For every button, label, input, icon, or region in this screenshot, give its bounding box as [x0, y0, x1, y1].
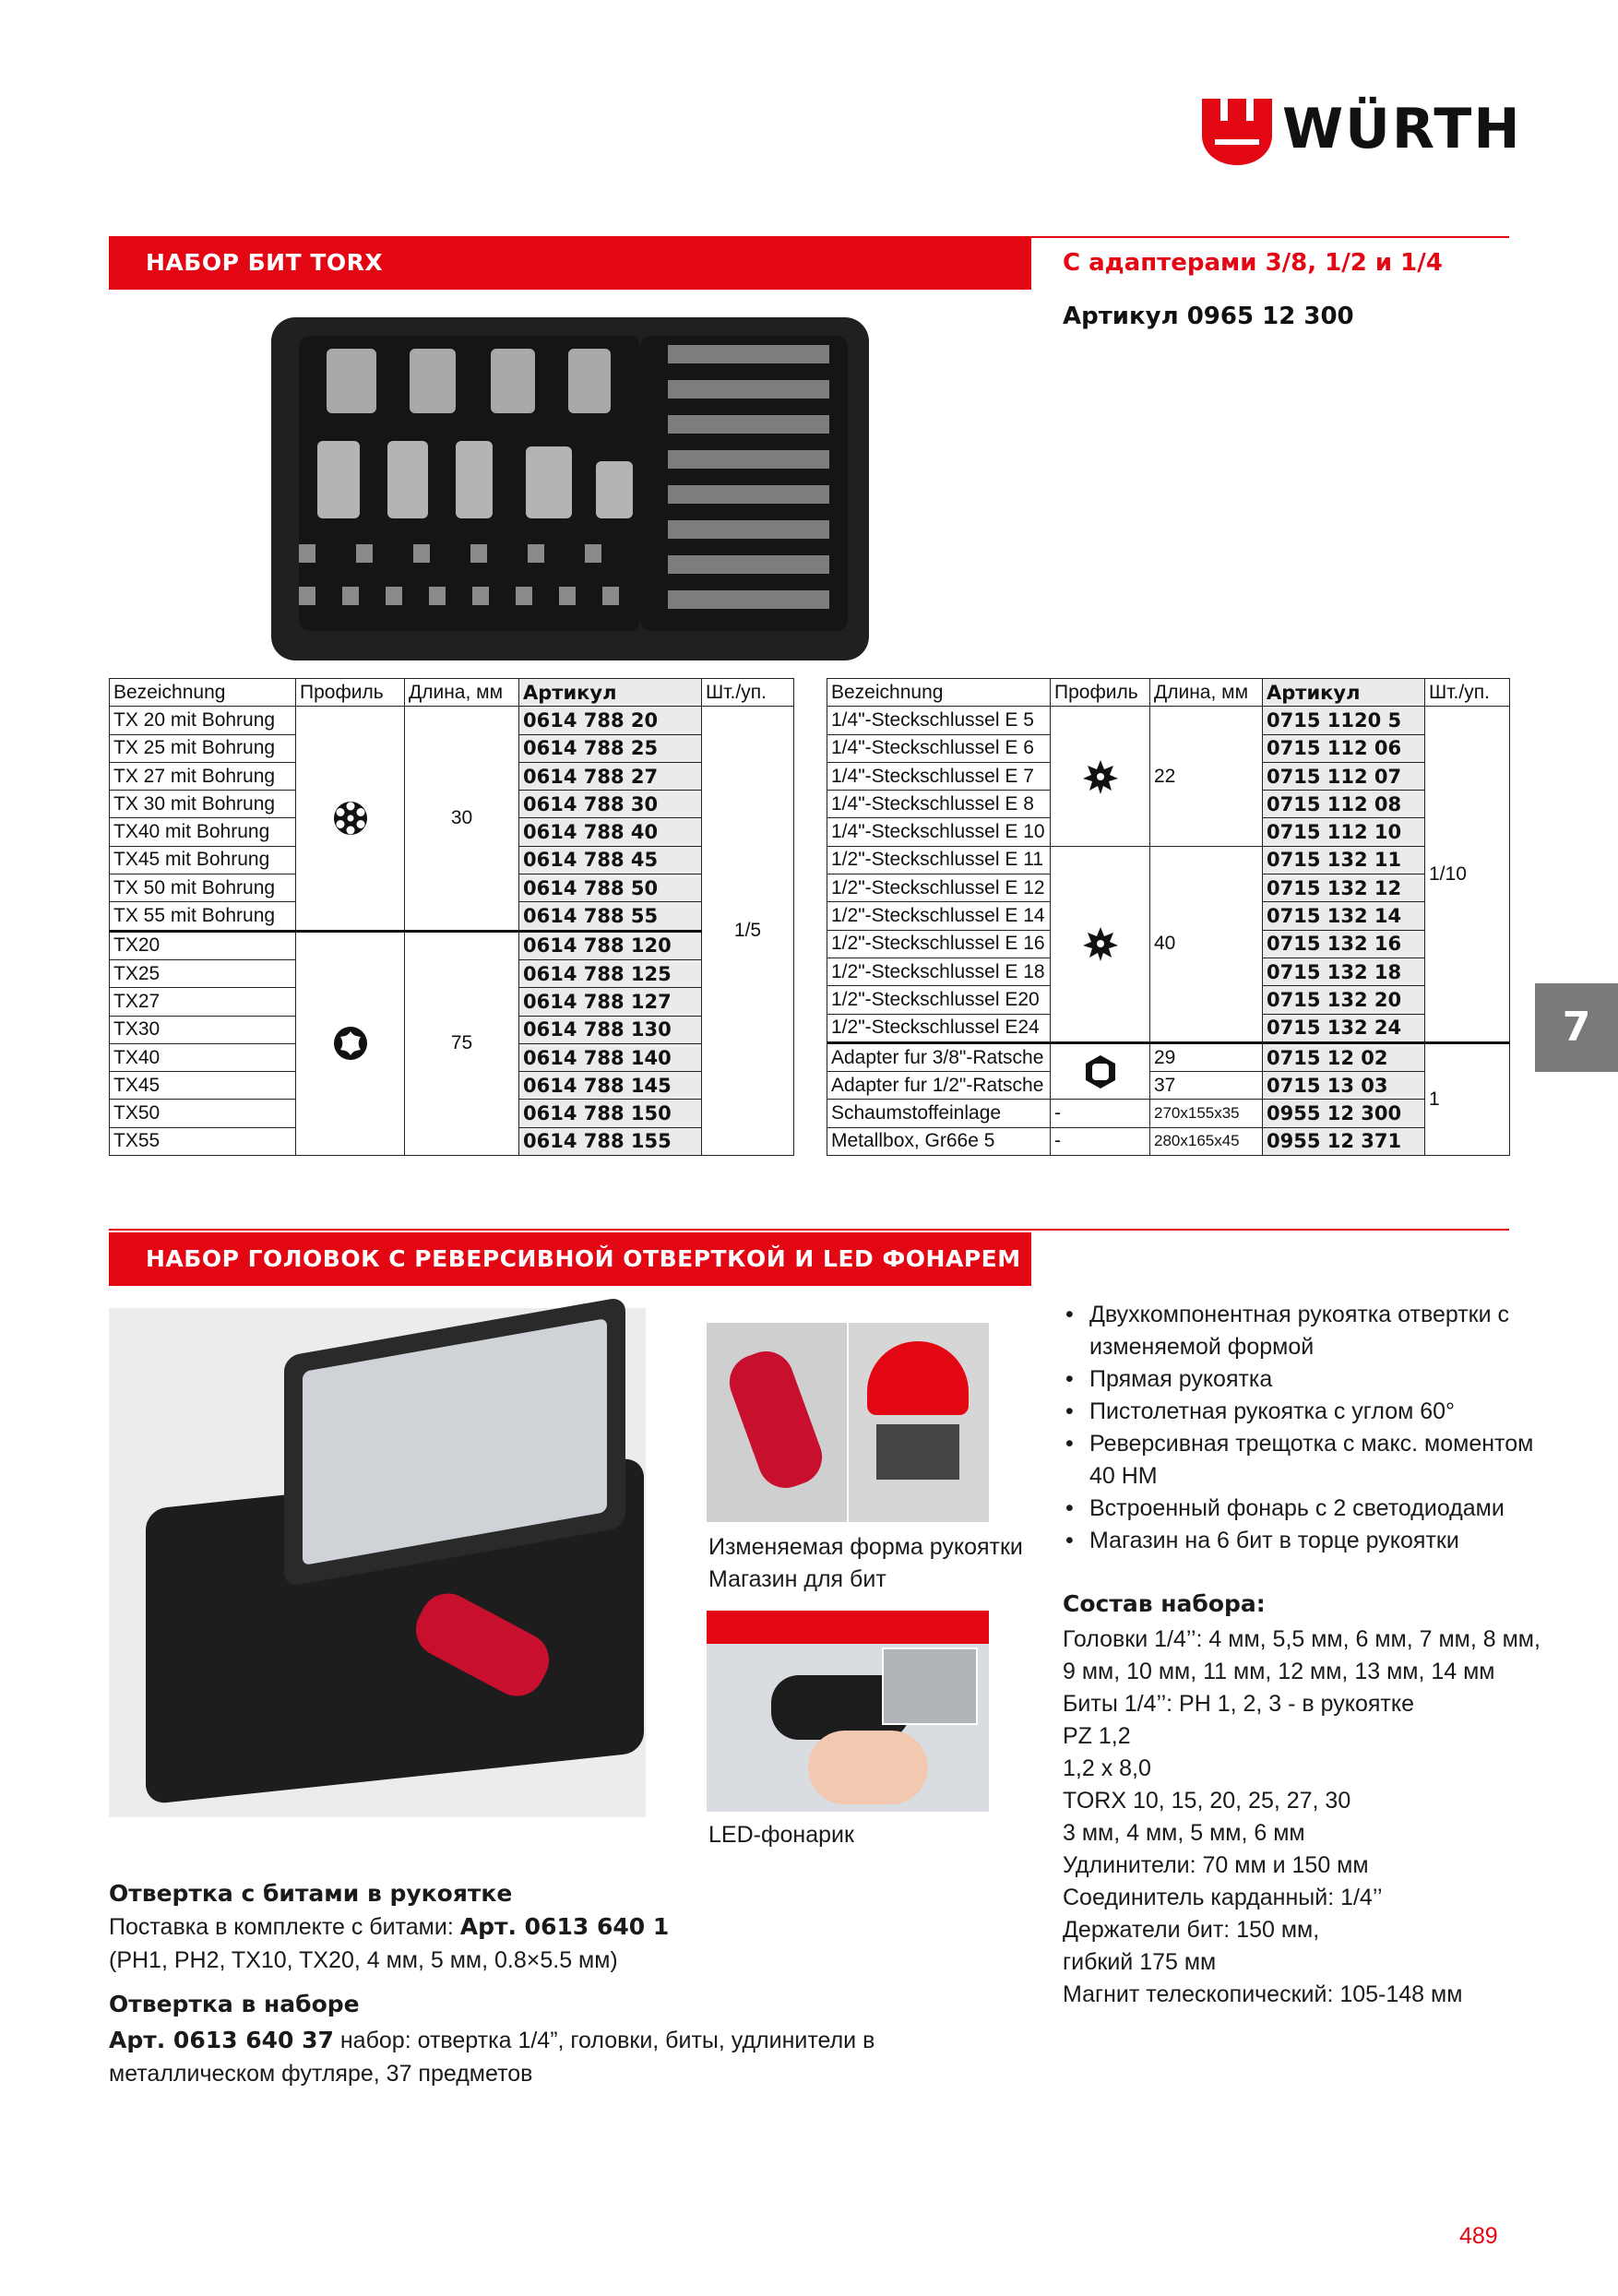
pack-quantity: 1/10 [1425, 707, 1510, 1043]
col-header-profile: Профиль [296, 679, 405, 707]
row-name: 1/2"-Steckschlussel E 18 [827, 958, 1051, 985]
list-item: 1,2 х 8,0 [1063, 1755, 1151, 1781]
list-item: • Двухкомпонентная рукоятка отвертки с изменяемой формой [1065, 1299, 1545, 1363]
caption-handle-shape: Изменяемая форма рукоятки [708, 1534, 1023, 1560]
row-article: 0614 788 130 [519, 1016, 702, 1043]
composition-title: Состав набора: [1063, 1590, 1266, 1617]
row-article: 0715 132 24 [1263, 1014, 1425, 1042]
row-name: TX50 [110, 1100, 296, 1127]
list-item: 3 мм, 4 мм, 5 мм, 6 мм [1063, 1820, 1305, 1846]
row-name: 1/2"-Steckschlussel E 11 [827, 846, 1051, 874]
led-flashlight-photo [707, 1611, 989, 1812]
row-name: 1/2"-Steckschlussel E20 [827, 986, 1051, 1014]
col-header-profile: Профиль [1051, 679, 1150, 707]
list-item: • Прямая рукоятка [1065, 1363, 1545, 1396]
brand-name: WÜRTH [1282, 97, 1522, 161]
list-item: • Реверсивная трещотка с макс. моментом 40 НМ [1065, 1428, 1545, 1493]
section1-article: Артикул 0965 12 300 [1063, 303, 1354, 330]
set-title: Отвертка в наборе [109, 1991, 360, 2017]
row-name: TX45 mit Bohrung [110, 846, 296, 874]
section1-title: НАБОР БИТ TORX [109, 236, 1031, 290]
row-name: 1/2"-Steckschlussel E 16 [827, 930, 1051, 958]
table-row [827, 1072, 1510, 1100]
row-name: Schaumstoffeinlage [827, 1100, 1051, 1127]
row-article: 0614 788 125 [519, 959, 702, 987]
col-header-article: Артикул [519, 679, 702, 707]
col-header-length: Длина, мм [1150, 679, 1263, 707]
section1-subtitle: С адаптерами 3/8, 1/2 и 1/4 [1063, 249, 1443, 277]
list-item: Соединитель карданный: 1/4’’ [1063, 1885, 1383, 1910]
caption-bit-magazine: Магазин для бит [708, 1566, 886, 1592]
row-length: 280x165x45 [1150, 1127, 1263, 1155]
col-header-name: Bezeichnung [827, 679, 1051, 707]
row-name: 1/2"-Steckschlussel E 14 [827, 902, 1051, 930]
e-torx-profile-icon [1051, 707, 1150, 846]
sockets-table [827, 678, 1510, 1156]
row-name: 1/2"-Steckschlussel E 12 [827, 874, 1051, 902]
screwdriver-title: Отвертка с битами в рукоятке [109, 1880, 513, 1907]
row-name: Metallbox, Gr66e 5 [827, 1127, 1051, 1155]
list-item: гибкий 175 мм [1063, 1949, 1217, 1975]
set-article: Арт. 0613 640 37 [109, 2027, 334, 2053]
group1-length: 30 [405, 707, 519, 931]
bit-magazine-photo [849, 1323, 989, 1522]
screwdriver-article: Арт. 0613 640 1 [459, 1913, 670, 1940]
row-name: TX 50 mit Bohrung [110, 874, 296, 902]
row-article: 0614 788 150 [519, 1100, 702, 1127]
table-row [827, 1100, 1510, 1127]
table-row [827, 846, 1510, 874]
torx-hole-profile-icon [296, 707, 405, 931]
row-name: 1/4"-Steckschlussel E 8 [827, 791, 1051, 818]
col-header-article: Артикул [1263, 679, 1425, 707]
row-article: 0715 12 02 [1263, 1042, 1425, 1071]
row-article: 0614 788 145 [519, 1072, 702, 1100]
row-article: 0614 788 155 [519, 1127, 702, 1155]
row-article: 0955 12 300 [1263, 1100, 1425, 1127]
screwdriver-text [109, 1910, 985, 1944]
list-item: Держатели бит: 150 мм, [1063, 1917, 1320, 1943]
col-header-pack: Шт./уп. [702, 679, 794, 707]
row-name: TX 25 mit Bohrung [110, 734, 296, 762]
list-item: Магнит телескопический: 105-148 мм [1063, 1981, 1463, 2007]
row-article: 0955 12 371 [1263, 1127, 1425, 1155]
composition-list [1063, 1624, 1552, 2011]
row-name: 1/4"-Steckschlussel E 6 [827, 734, 1051, 762]
row-name: 1/2"-Steckschlussel E24 [827, 1014, 1051, 1042]
row-article: 0715 132 12 [1263, 874, 1425, 902]
row-profile: - [1051, 1127, 1150, 1155]
e-torx-profile-icon [1051, 846, 1150, 1042]
caption-led: LED-фонарик [708, 1822, 854, 1848]
pack-quantity: 1/5 [702, 707, 794, 1156]
screwdriver-bits: (PH1, PH2, TX10, TX20, 4 мм, 5 мм, 0.8×5.5 мм) [109, 1947, 618, 1973]
list-item: • Встроенный фонарь с 2 светодиодами [1065, 1493, 1545, 1525]
row-article: 0614 788 120 [519, 931, 702, 959]
row-name: TX45 [110, 1072, 296, 1100]
col-header-length: Длина, мм [405, 679, 519, 707]
row-length: 270x155x35 [1150, 1100, 1263, 1127]
row-name: TX55 [110, 1127, 296, 1155]
row-article: 0715 132 14 [1263, 902, 1425, 930]
list-item: Удлинители: 70 мм и 150 мм [1063, 1852, 1369, 1878]
row-article: 0614 788 30 [519, 791, 702, 818]
col-header-pack: Шт./уп. [1425, 679, 1510, 707]
row-article: 0614 788 25 [519, 734, 702, 762]
row-article: 0614 788 55 [519, 902, 702, 931]
section1-divider [1031, 236, 1509, 238]
row-name: TX 27 mit Bohrung [110, 762, 296, 790]
socket-set-photo [109, 1308, 646, 1817]
row-article: 0614 788 20 [519, 707, 702, 734]
list-item: • Магазин на 6 бит в торце рукоятки [1065, 1525, 1545, 1557]
row-article: 0715 132 18 [1263, 958, 1425, 985]
row-article: 0715 112 06 [1263, 734, 1425, 762]
section2-divider [109, 1229, 1509, 1231]
row-article: 0715 112 07 [1263, 762, 1425, 790]
page-number: 489 [1459, 2223, 1498, 2249]
row-article: 0614 788 50 [519, 874, 702, 902]
screwdriver-supply: Поставка в комплекте с битами: [109, 1914, 454, 1940]
row-article: 0715 132 16 [1263, 930, 1425, 958]
row-name: 1/4"-Steckschlussel E 10 [827, 818, 1051, 846]
row-article: 0614 788 40 [519, 818, 702, 846]
row-article: 0614 788 45 [519, 846, 702, 874]
row-name: TX27 [110, 988, 296, 1016]
table-row [827, 1042, 1510, 1071]
row-name: TX 20 mit Bohrung [110, 707, 296, 734]
list-item: • Пистолетная рукоятка с углом 60° [1065, 1396, 1545, 1428]
row-article: 0715 132 11 [1263, 846, 1425, 874]
torx-bits-table [109, 678, 794, 1156]
row-length: 29 [1150, 1042, 1263, 1071]
section2-title: НАБОР ГОЛОВОК С РЕВЕРСИВНОЙ ОТВЕРТКОЙ И LED ФОНАРЕМ [109, 1232, 1031, 1286]
table-row [827, 1127, 1510, 1155]
list-item: TORX 10, 15, 20, 25, 27, 30 [1063, 1788, 1351, 1814]
row-name: TX30 [110, 1016, 296, 1043]
row-name: TX20 [110, 931, 296, 959]
table-row [827, 707, 1510, 734]
handle-shape-photo [707, 1323, 847, 1522]
wurth-logo-icon [1202, 99, 1272, 165]
pack-quantity: 1 [1425, 1042, 1510, 1155]
row-name: 1/4"-Steckschlussel E 7 [827, 762, 1051, 790]
group2-length: 40 [1150, 846, 1263, 1042]
row-name: TX40 [110, 1043, 296, 1071]
torx-set-photo [271, 317, 869, 660]
row-article: 0614 788 27 [519, 762, 702, 790]
row-article: 0715 1120 5 [1263, 707, 1425, 734]
row-name: TX 55 mit Bohrung [110, 902, 296, 931]
row-name: TX40 mit Bohrung [110, 818, 296, 846]
group1-length: 22 [1150, 707, 1263, 846]
square-drive-icon [1051, 1042, 1150, 1100]
table-row [110, 707, 794, 734]
row-article: 0715 132 20 [1263, 986, 1425, 1014]
list-item: Головки 1/4’’: 4 мм, 5,5 мм, 6 мм, 7 мм, 8 мм, 9 мм, 10 мм, 11 мм, 12 мм, 13 мм, 14 мм [1063, 1626, 1541, 1684]
row-profile: - [1051, 1100, 1150, 1127]
set-text [109, 2024, 921, 2090]
list-item: Биты 1/4’’: PH 1, 2, 3 - в рукоятке [1063, 1691, 1415, 1717]
row-article: 0614 788 127 [519, 988, 702, 1016]
features-list [1065, 1299, 1545, 1557]
row-name: TX 30 mit Bohrung [110, 791, 296, 818]
row-article: 0715 112 10 [1263, 818, 1425, 846]
row-length: 37 [1150, 1072, 1263, 1100]
row-name: Adapter fur 1/2"-Ratsche [827, 1072, 1051, 1100]
set-description: набор: отвертка 1/4”, головки, биты, удлинители в металлическом футляре, 37 предметов [109, 2028, 875, 2087]
torx-profile-icon [296, 931, 405, 1155]
group2-length: 75 [405, 931, 519, 1155]
row-article: 0614 788 140 [519, 1043, 702, 1071]
col-header-name: Bezeichnung [110, 679, 296, 707]
row-article: 0715 112 08 [1263, 791, 1425, 818]
row-name: TX25 [110, 959, 296, 987]
table-row [110, 931, 794, 959]
list-item: PZ 1,2 [1063, 1723, 1131, 1749]
row-name: Adapter fur 3/8"-Ratsche [827, 1042, 1051, 1071]
chapter-tab: 7 [1535, 983, 1618, 1072]
row-article: 0715 13 03 [1263, 1072, 1425, 1100]
row-name: 1/4"-Steckschlussel E 5 [827, 707, 1051, 734]
